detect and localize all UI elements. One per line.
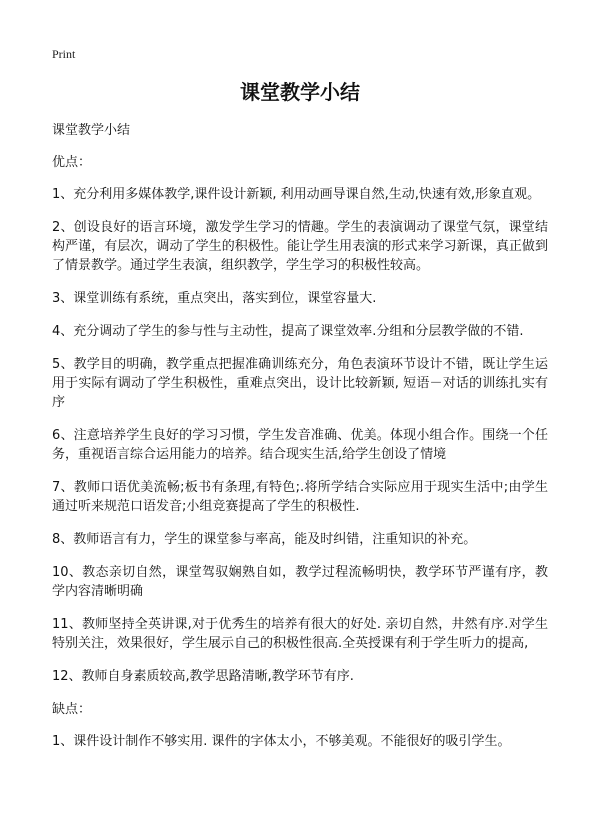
pros-item-6: 6、注意培养学生良好的学习习惯，学生发音准确、优美。体现小组合作。围绕一个任务，重视语言综合运用能力的培养。结合现实生活,给学生创设了情境 (52, 428, 548, 462)
pros-item-4: 4、充分调动了学生的参与性与主动性，提高了课堂效率.分组和分层教学做的不错. (52, 324, 524, 339)
pros-item-3: 3、课堂训练有系统，重点突出，落实到位，课堂容量大. (52, 291, 377, 306)
pros-item-8: 8、教师语言有力，学生的课堂参与率高，能及时纠错，注重知识的补充。 (52, 532, 477, 547)
pros-item-1: 1、充分利用多媒体教学,课件设计新颖, 利用动画导课自然,生动,快速有效,形象直观。 (52, 187, 541, 202)
subtitle: 课堂教学小结 (52, 123, 131, 138)
pros-item-12: 12、教师自身素质较高,教学思路清晰,教学环节有序. (52, 669, 354, 684)
pros-item-5: 5、教学目的明确，教学重点把握准确训练充分，角色表演环节设计不错，既让学生运用于实际有调动了学生积极性，重难点突出，设计比较新颖, 短语－对话的训练扎实有序 (52, 357, 548, 410)
cons-heading: 缺点： (52, 702, 92, 717)
document-body (52, 121, 548, 765)
pros-item-7: 7、教师口语优美流畅;板书有条理,有特色;.将所学结合实际应用于现实生活中;由学生通过听来规范口语发音;小组竞赛提高了学生的积极性. (52, 480, 548, 514)
print-link[interactable]: Print (52, 47, 76, 61)
pros-heading: 优点： (52, 155, 92, 170)
pros-item-11: 11、教师坚持全英讲课,对于优秀生的培养有很大的好处. 亲切自然，井然有序.对学生特别关注，效果很好，学生展示自己的积极性很高.全英授课有利于学生听力的提高, (52, 617, 548, 651)
page-title: 课堂教学小结 (240, 80, 360, 104)
pros-item-2: 2、创设良好的语言环境，激发学生学习的情趣。学生的表演调动了课堂气氛，课堂结构严谨，有层次，调动了学生的积极性。能让学生用表演的形式来学习新课，真正做到了情景教学。通过学生表演，组织教学，学生学习的积极性较高。 (52, 220, 548, 273)
pros-item-10: 10、教态亲切自然，课堂驾驭娴熟自如，教学过程流畅明快，教学环节严谨有序，教学内容清晰明确 (52, 565, 548, 599)
cons-item-1: 1、课件设计制作不够实用. 课件的字体太小，不够美观。不能很好的吸引学生。 (52, 734, 511, 749)
